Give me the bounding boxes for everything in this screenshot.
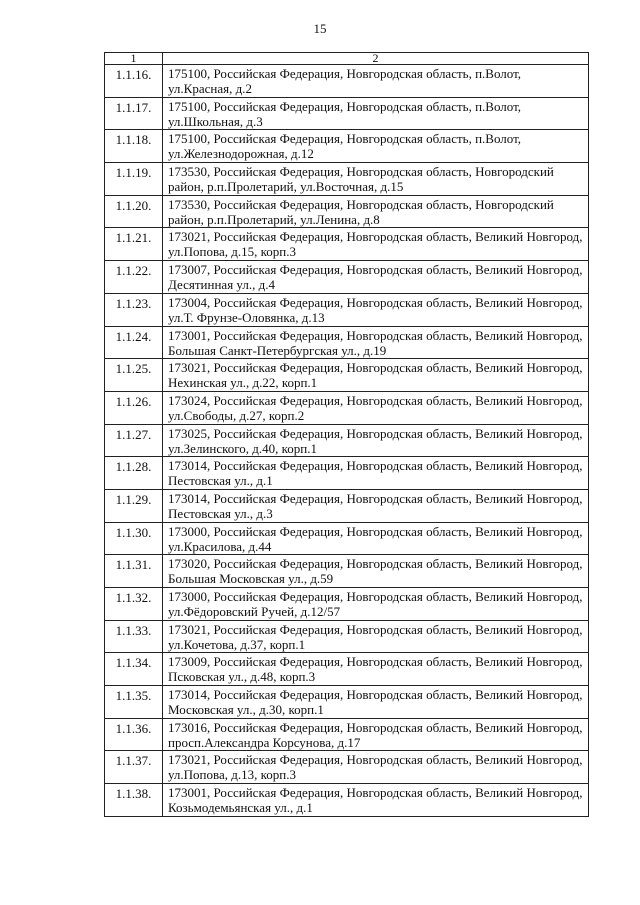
column-header-address: 2: [163, 53, 589, 65]
row-address: 173004, Российская Федерация, Новгородская область, Великий Новгород, ул.Т. Фрунзе-Оловянка, д.13: [163, 293, 589, 326]
row-address: 173001, Российская Федерация, Новгородская область, Великий Новгород, Козьмодемьянская ул., д.1: [163, 784, 589, 817]
table-row: [105, 163, 589, 196]
row-number: 1.1.16.: [105, 65, 163, 98]
row-number: 1.1.30.: [105, 522, 163, 555]
row-address: 173020, Российская Федерация, Новгородская область, Великий Новгород, Большая Московская ул., д.59: [163, 555, 589, 588]
table-row: [105, 391, 589, 424]
row-address: 173021, Российская Федерация, Новгородская область, Великий Новгород, ул.Кочетова, д.37, корп.1: [163, 620, 589, 653]
address-table: [104, 52, 589, 817]
row-number: 1.1.31.: [105, 555, 163, 588]
table-row: [105, 522, 589, 555]
row-number: 1.1.29.: [105, 489, 163, 522]
row-address: 173014, Российская Федерация, Новгородская область, Великий Новгород, Московская ул., д.30, корп.1: [163, 686, 589, 719]
row-number: 1.1.33.: [105, 620, 163, 653]
table-row: [105, 359, 589, 392]
table-header-row: [105, 53, 589, 65]
row-number: 1.1.21.: [105, 228, 163, 261]
row-address: 173021, Российская Федерация, Новгородская область, Великий Новгород, ул.Попова, д.15, корп.3: [163, 228, 589, 261]
table-row: [105, 653, 589, 686]
row-number: 1.1.22.: [105, 261, 163, 294]
row-number: 1.1.18.: [105, 130, 163, 163]
row-address: 173530, Российская Федерация, Новгородская область, Новгородский район, р.п.Пролетарий, ул.Ленина, д.8: [163, 195, 589, 228]
row-number: 1.1.36.: [105, 718, 163, 751]
row-address: 173024, Российская Федерация, Новгородская область, Великий Новгород, ул.Свободы, д.27, корп.2: [163, 391, 589, 424]
table-row: [105, 195, 589, 228]
table-row: [105, 620, 589, 653]
table-row: [105, 784, 589, 817]
row-address: 173000, Российская Федерация, Новгородская область, Великий Новгород, ул.Фёдоровский Ручей, д.12/57: [163, 588, 589, 621]
table-row: [105, 555, 589, 588]
table-row: [105, 326, 589, 359]
table-row: [105, 718, 589, 751]
row-number: 1.1.35.: [105, 686, 163, 719]
table-row: [105, 261, 589, 294]
row-address: 175100, Российская Федерация, Новгородская область, п.Волот, ул.Красная, д.2: [163, 65, 589, 98]
row-number: 1.1.25.: [105, 359, 163, 392]
row-number: 1.1.27.: [105, 424, 163, 457]
row-address: 173016, Российская Федерация, Новгородская область, Великий Новгород, просп.Александра Корсунова, д.17: [163, 718, 589, 751]
page-number: 15: [313, 21, 327, 36]
table-row: [105, 751, 589, 784]
row-number: 1.1.34.: [105, 653, 163, 686]
row-number: 1.1.24.: [105, 326, 163, 359]
table-row: [105, 293, 589, 326]
table-row: [105, 588, 589, 621]
table-row: [105, 97, 589, 130]
row-address: 173530, Российская Федерация, Новгородская область, Новгородский район, р.п.Пролетарий, ул.Восточная, д.15: [163, 163, 589, 196]
table-row: [105, 65, 589, 98]
table-row: [105, 457, 589, 490]
row-address: 173021, Российская Федерация, Новгородская область, Великий Новгород, Нехинская ул., д.22, корп.1: [163, 359, 589, 392]
table-row: [105, 686, 589, 719]
row-address: 173007, Российская Федерация, Новгородская область, Великий Новгород, Десятинная ул., д.4: [163, 261, 589, 294]
row-number: 1.1.28.: [105, 457, 163, 490]
row-address: 173014, Российская Федерация, Новгородская область, Великий Новгород, Пестовская ул., д.3: [163, 489, 589, 522]
table-row: [105, 228, 589, 261]
row-number: 1.1.26.: [105, 391, 163, 424]
row-number: 1.1.38.: [105, 784, 163, 817]
row-address: 173001, Российская Федерация, Новгородская область, Великий Новгород, Большая Санкт-Петербургская ул., д.19: [163, 326, 589, 359]
row-number: 1.1.32.: [105, 588, 163, 621]
row-address: 173000, Российская Федерация, Новгородская область, Великий Новгород, ул.Красилова, д.44: [163, 522, 589, 555]
table-row: [105, 424, 589, 457]
column-header-number: 1: [105, 53, 163, 65]
row-address: 173014, Российская Федерация, Новгородская область, Великий Новгород, Пестовская ул., д.1: [163, 457, 589, 490]
row-number: 1.1.23.: [105, 293, 163, 326]
row-number: 1.1.19.: [105, 163, 163, 196]
row-address: 175100, Российская Федерация, Новгородская область, п.Волот, ул.Железнодорожная, д.12: [163, 130, 589, 163]
table-row: [105, 489, 589, 522]
row-number: 1.1.17.: [105, 97, 163, 130]
row-address: 173009, Российская Федерация, Новгородская область, Великий Новгород, Псковская ул., д.48, корп.3: [163, 653, 589, 686]
row-address: 173021, Российская Федерация, Новгородская область, Великий Новгород, ул.Попова, д.13, корп.3: [163, 751, 589, 784]
row-number: 1.1.20.: [105, 195, 163, 228]
row-address: 175100, Российская Федерация, Новгородская область, п.Волот, ул.Школьная, д.3: [163, 97, 589, 130]
row-address: 173025, Российская Федерация, Новгородская область, Великий Новгород, ул.Зелинского, д.40, корп.1: [163, 424, 589, 457]
table-row: [105, 130, 589, 163]
row-number: 1.1.37.: [105, 751, 163, 784]
